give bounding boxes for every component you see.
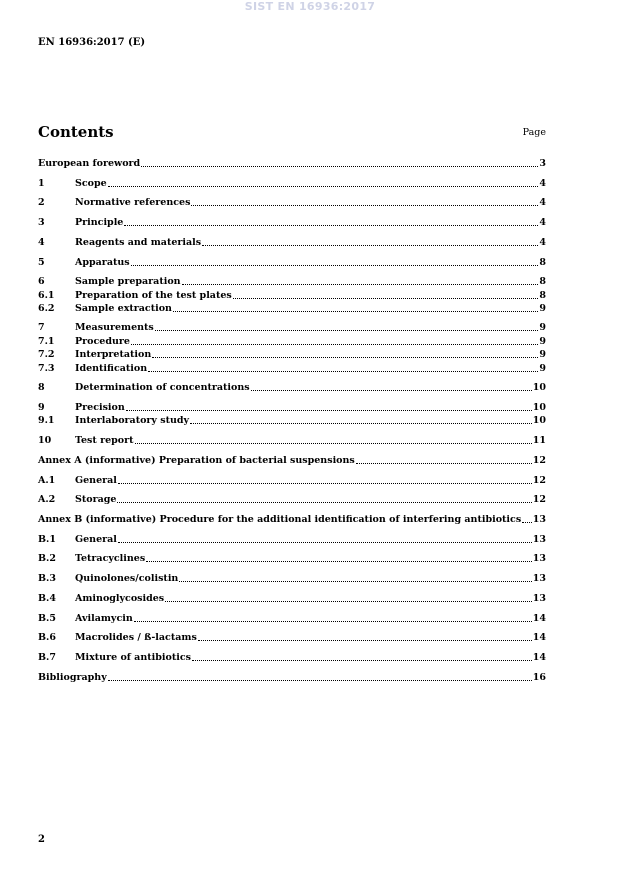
page-column-label: Page — [522, 127, 546, 138]
toc-entry-label: Sample extraction — [75, 303, 172, 314]
toc-entry-page: 12 — [532, 494, 546, 505]
dot-leader — [118, 482, 532, 484]
toc-entry-number: 9 — [38, 402, 45, 413]
toc-entry-number: 5 — [38, 257, 45, 268]
dot-leader — [118, 541, 532, 543]
toc-entry-page: 16 — [532, 672, 546, 683]
toc-entry-label: Determination of concentrations — [75, 382, 250, 393]
toc-entry-page: 10 — [532, 415, 546, 426]
toc-entry-page: 9 — [539, 363, 546, 374]
dot-leader — [356, 462, 532, 464]
toc-entry[interactable] — [38, 275, 546, 288]
dot-leader — [152, 356, 538, 358]
toc-entry-page: 9 — [539, 349, 546, 360]
toc-entry-label: General — [75, 534, 117, 545]
toc-entry[interactable] — [38, 671, 546, 684]
toc-entry-number: 7 — [38, 322, 45, 333]
dot-leader — [198, 639, 532, 641]
toc-entry[interactable] — [38, 256, 546, 269]
dot-leader — [179, 580, 531, 582]
toc-entry-page: 4 — [539, 178, 546, 189]
toc-entry-label: Test report — [75, 435, 134, 446]
toc-entry-number: 7.1 — [38, 336, 55, 347]
toc-entry[interactable] — [38, 401, 546, 414]
toc-entry[interactable] — [38, 381, 546, 394]
toc-entry-page: 4 — [539, 217, 546, 228]
toc-entry-page: 13 — [532, 553, 546, 564]
toc-entry[interactable] — [38, 335, 546, 348]
toc-entry-number: 2 — [38, 197, 45, 208]
toc-entry-page: 14 — [532, 652, 546, 663]
toc-entry[interactable] — [38, 533, 546, 546]
dot-leader — [522, 521, 532, 523]
toc-entry-page: 13 — [532, 573, 546, 584]
toc-entry-page: 9 — [539, 336, 546, 347]
toc-entry[interactable] — [38, 236, 546, 249]
toc-entry-page: 14 — [532, 632, 546, 643]
toc-entry-label: Quinolones/colistin — [75, 573, 179, 584]
toc-entry-label: Measurements — [75, 322, 154, 333]
toc-entry[interactable] — [38, 362, 546, 375]
toc-entry-page: 13 — [532, 593, 546, 604]
toc-entry[interactable] — [38, 289, 546, 302]
dot-leader — [131, 343, 538, 345]
toc-entry-label: Sample preparation — [75, 276, 181, 287]
dot-leader — [192, 659, 532, 661]
dot-leader — [108, 185, 539, 187]
toc-entry-page: 14 — [532, 613, 546, 624]
toc-entry[interactable] — [38, 612, 546, 625]
toc-entry-label: Identification — [75, 363, 148, 374]
watermark: SIST EN 16936:2017 — [244, 0, 376, 13]
toc-entry-label: Precision — [75, 402, 125, 413]
toc-entry-label: Annex B (informative) Procedure for the additional identification of interfering antibiotics — [38, 514, 522, 525]
toc-entry-label: Bibliography — [38, 672, 107, 683]
toc-entry-number: 8 — [38, 382, 45, 393]
toc-entry-page: 4 — [539, 197, 546, 208]
toc-entry-number: B.4 — [38, 593, 56, 604]
toc-entry-label: Interlaboratory study — [75, 415, 190, 426]
toc-entry[interactable] — [38, 216, 546, 229]
toc-entry-label: European foreword — [38, 158, 141, 169]
dot-leader — [251, 389, 532, 391]
toc-entry-number: 9.1 — [38, 415, 55, 426]
toc-entry[interactable] — [38, 592, 546, 605]
dot-leader — [190, 422, 532, 424]
dot-leader — [233, 297, 539, 299]
dot-leader — [126, 409, 532, 411]
dot-leader — [131, 264, 539, 266]
toc-entry-number: A.2 — [38, 494, 56, 505]
dot-leader — [191, 204, 538, 206]
toc-entry[interactable] — [38, 572, 546, 585]
toc-entry-number: 7.3 — [38, 363, 55, 374]
toc-entry-number: 10 — [38, 435, 52, 446]
toc-entry[interactable] — [38, 414, 546, 427]
dot-leader — [202, 244, 538, 246]
toc-entry[interactable] — [38, 196, 546, 209]
toc-entry-page: 8 — [539, 290, 546, 301]
toc-entry[interactable] — [38, 177, 546, 190]
toc-entry[interactable] — [38, 493, 546, 506]
toc-entry[interactable] — [38, 454, 546, 467]
toc-entry-page: 11 — [532, 435, 546, 446]
dot-leader — [124, 224, 538, 226]
toc-entry-label: Reagents and materials — [75, 237, 202, 248]
toc-entry-label: Avilamycin — [75, 613, 133, 624]
dot-leader — [141, 165, 538, 167]
toc-entry-number: B.3 — [38, 573, 56, 584]
dot-leader — [108, 679, 532, 681]
toc-entry-page: 10 — [532, 382, 546, 393]
toc-entry-page: 9 — [539, 322, 546, 333]
toc-entry-page: 10 — [532, 402, 546, 413]
toc-entry[interactable] — [38, 434, 546, 447]
toc-entry-number: 6.1 — [38, 290, 55, 301]
toc-entry[interactable] — [38, 651, 546, 664]
dot-leader — [134, 620, 532, 622]
toc-entry-number: 3 — [38, 217, 45, 228]
toc-entry-number: 4 — [38, 237, 45, 248]
toc-entry-number: 7.2 — [38, 349, 55, 360]
toc-entry[interactable] — [38, 513, 546, 526]
toc-entry-page: 8 — [539, 257, 546, 268]
toc-entry-label: Normative references — [75, 197, 191, 208]
toc-entry[interactable] — [38, 157, 546, 170]
toc-entry[interactable] — [38, 631, 546, 644]
toc-entry-page: 4 — [539, 237, 546, 248]
dot-leader — [182, 283, 539, 285]
toc-entry-label: General — [75, 475, 117, 486]
dot-leader — [146, 560, 532, 562]
toc-entry-number: B.6 — [38, 632, 56, 643]
toc-entry-label: Tetracyclines — [75, 553, 146, 564]
dot-leader — [117, 501, 531, 503]
toc-entry-page: 9 — [539, 303, 546, 314]
toc-entry-number: B.5 — [38, 613, 56, 624]
toc-entry-number: A.1 — [38, 475, 56, 486]
toc-entry-label: Preparation of the test plates — [75, 290, 232, 301]
toc-entry-label: Principle — [75, 217, 124, 228]
toc-entry-page: 8 — [539, 276, 546, 287]
toc-entry-page: 13 — [532, 534, 546, 545]
toc-entry-number: 6.2 — [38, 303, 55, 314]
toc-entry[interactable] — [38, 552, 546, 565]
toc-entry-page: 12 — [532, 475, 546, 486]
toc-entry[interactable] — [38, 302, 546, 315]
dot-leader — [135, 442, 532, 444]
dot-leader — [148, 370, 538, 372]
toc-entry-number: B.2 — [38, 553, 56, 564]
dot-leader — [173, 310, 538, 312]
toc-entry-label: Apparatus — [75, 257, 130, 268]
toc-entry-label: Annex A (informative) Preparation of bacterial suspensions — [38, 455, 355, 466]
toc-entry-page: 13 — [532, 514, 546, 525]
toc-entry-number: B.7 — [38, 652, 56, 663]
toc-entry-page: 12 — [532, 455, 546, 466]
toc-entry-label: Procedure — [75, 336, 130, 347]
document-reference: EN 16936:2017 (E) — [38, 37, 146, 48]
toc-entry-label: Storage — [75, 494, 117, 505]
page-number: 2 — [38, 834, 45, 845]
toc-entry-page: 3 — [539, 158, 546, 169]
dot-leader — [165, 600, 532, 602]
toc-entry-number: B.1 — [38, 534, 56, 545]
toc-entry[interactable] — [38, 321, 546, 334]
toc-entry-label: Aminoglycosides — [75, 593, 165, 604]
toc-entry-number: 1 — [38, 178, 45, 189]
toc-entry-label: Scope — [75, 178, 107, 189]
toc-entry-label: Interpretation — [75, 349, 152, 360]
toc-entry-number: 6 — [38, 276, 45, 287]
toc-entry[interactable] — [38, 474, 546, 487]
toc-title: Contents — [38, 123, 114, 141]
toc-entry-label: Mixture of antibiotics — [75, 652, 191, 663]
toc-entry[interactable] — [38, 348, 546, 361]
toc-entry-label: Macrolides / ß-lactams — [75, 632, 197, 643]
dot-leader — [155, 329, 539, 331]
